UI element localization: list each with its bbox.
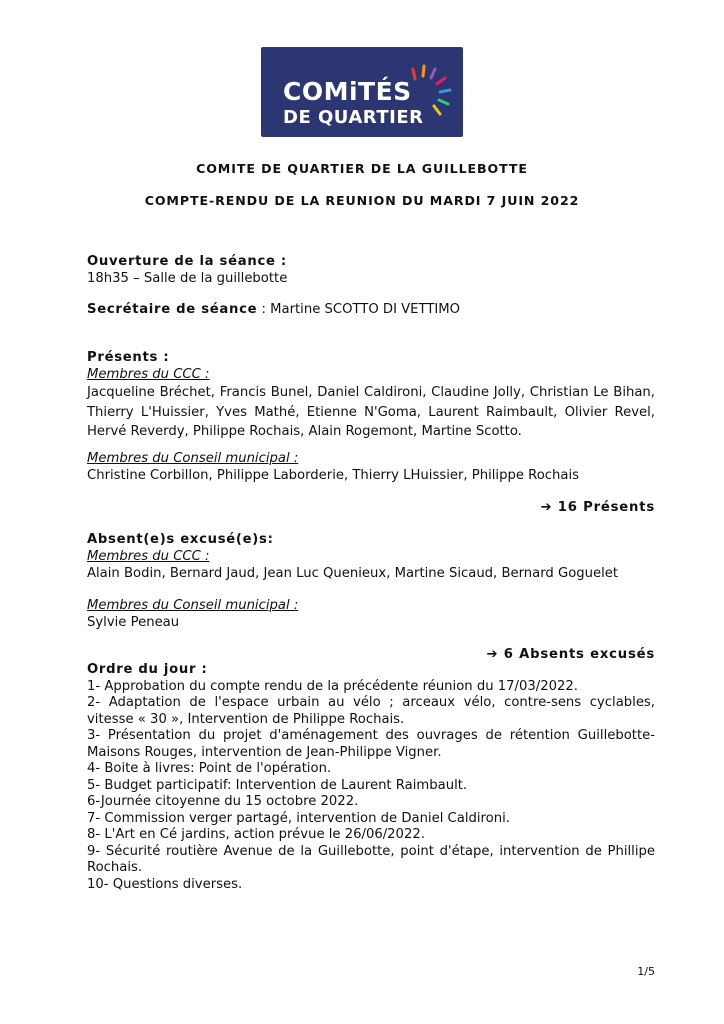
comites-de-quartier-logo [261,47,463,137]
secretary-section [87,301,655,318]
secretary-value: : Martine SCOTTO DI VETTIMO [257,302,461,317]
arrow-right-icon: ➔ [540,500,553,515]
agenda-item: 7- Commission verger partagé, intervention de Daniel Caldironi. [87,810,510,826]
absent-count: 6 Absents excusés [503,647,655,662]
document-title: COMITE DE QUARTIER DE LA GUILLEBOTTE [196,161,528,176]
absent-ccc-label: Membres du CCC : [87,549,210,564]
arrow-right-icon: ➔ [486,647,499,662]
present-ccc-label: Membres du CCC : [87,367,210,382]
page-number: 1/5 [637,965,655,978]
absent-council-label: Membres du Conseil municipal : [87,598,299,613]
present-council-section [87,450,655,484]
agenda-item: 4- Boite à livres: Point de l'opération. [87,761,332,776]
present-count: 16 Présents [557,500,655,515]
agenda-item: 8- L'Art en Cé jardins, action prévue le 26/06/2022. [87,827,425,842]
agenda-item: 6-Journée citoyenne du 15 octobre 2022. [87,794,359,809]
secretary-label: Secrétaire de séance [87,302,258,317]
present-council-label: Membres du Conseil municipal : [87,451,299,466]
opening-label: Ouverture de la séance : [87,254,287,269]
present-council-names: Christine Corbillon, Philippe Laborderie, Thierry LHuissier, Philippe Rochais [87,468,579,483]
logo-line1: COMiTÉS [283,77,412,106]
present-label: Présents : [87,350,170,365]
absent-ccc-names: Alain Bodin, Bernard Jaud, Jean Luc Quenieux, Martine Sicaud, Bernard Goguelet [87,566,619,581]
absent-count-line [87,646,655,663]
agenda-item: 5- Budget participatif: Intervention de Laurent Raimbault. [87,777,468,793]
logo-line2: DE QUARTIER [283,107,424,128]
present-section [87,349,655,442]
absent-council-names: Sylvie Peneau [87,615,180,630]
agenda-item: 2- Adaptation de l'espace urbain au vélo ; arceaux vélo, contre-sens cyclables, vitesse « 30 », Intervention de Philippe Rochais. [87,695,655,727]
agenda-item: 1- Approbation du compte rendu de la précédente réunion du 17/03/2022. [87,678,578,694]
absent-council-section [87,597,655,631]
opening-section [87,253,655,287]
agenda-item: 3- Présentation du projet d'aménagement des ouvrages de rétention Guillebotte-Maisons Rouges, intervention de Jean-Philippe Vigner. [87,728,655,760]
opening-value: 18h35 – Salle de la guillebotte [87,271,288,286]
agenda-section [87,662,655,893]
agenda-item: 10- Questions diverses. [87,876,243,892]
agenda-item: 9- Sécurité routière Avenue de la Guillebotte, point d'étape, intervention de Phillipe Rochais. [87,843,655,875]
agenda-label: Ordre du jour : [87,662,208,677]
absent-section [87,531,655,582]
document-subtitle: COMPTE-RENDU DE LA REUNION DU MARDI 7 JUIN 2022 [144,193,580,208]
present-ccc-names: Jacqueline Bréchet, Francis Bunel, Daniel Caldironi, Claudine Jolly, Christian Le Bihan, Thierry L'Huissier, Yves Mathé, Etienne N'Goma, Laurent Raimbault, Olivier Revel, Hervé Reverdy, Philippe Rochais, Alain Rogemont, Martine Scotto. [87,385,655,439]
absent-label: Absent(e)s excusé(e)s: [87,532,274,547]
present-count-line [87,499,655,516]
